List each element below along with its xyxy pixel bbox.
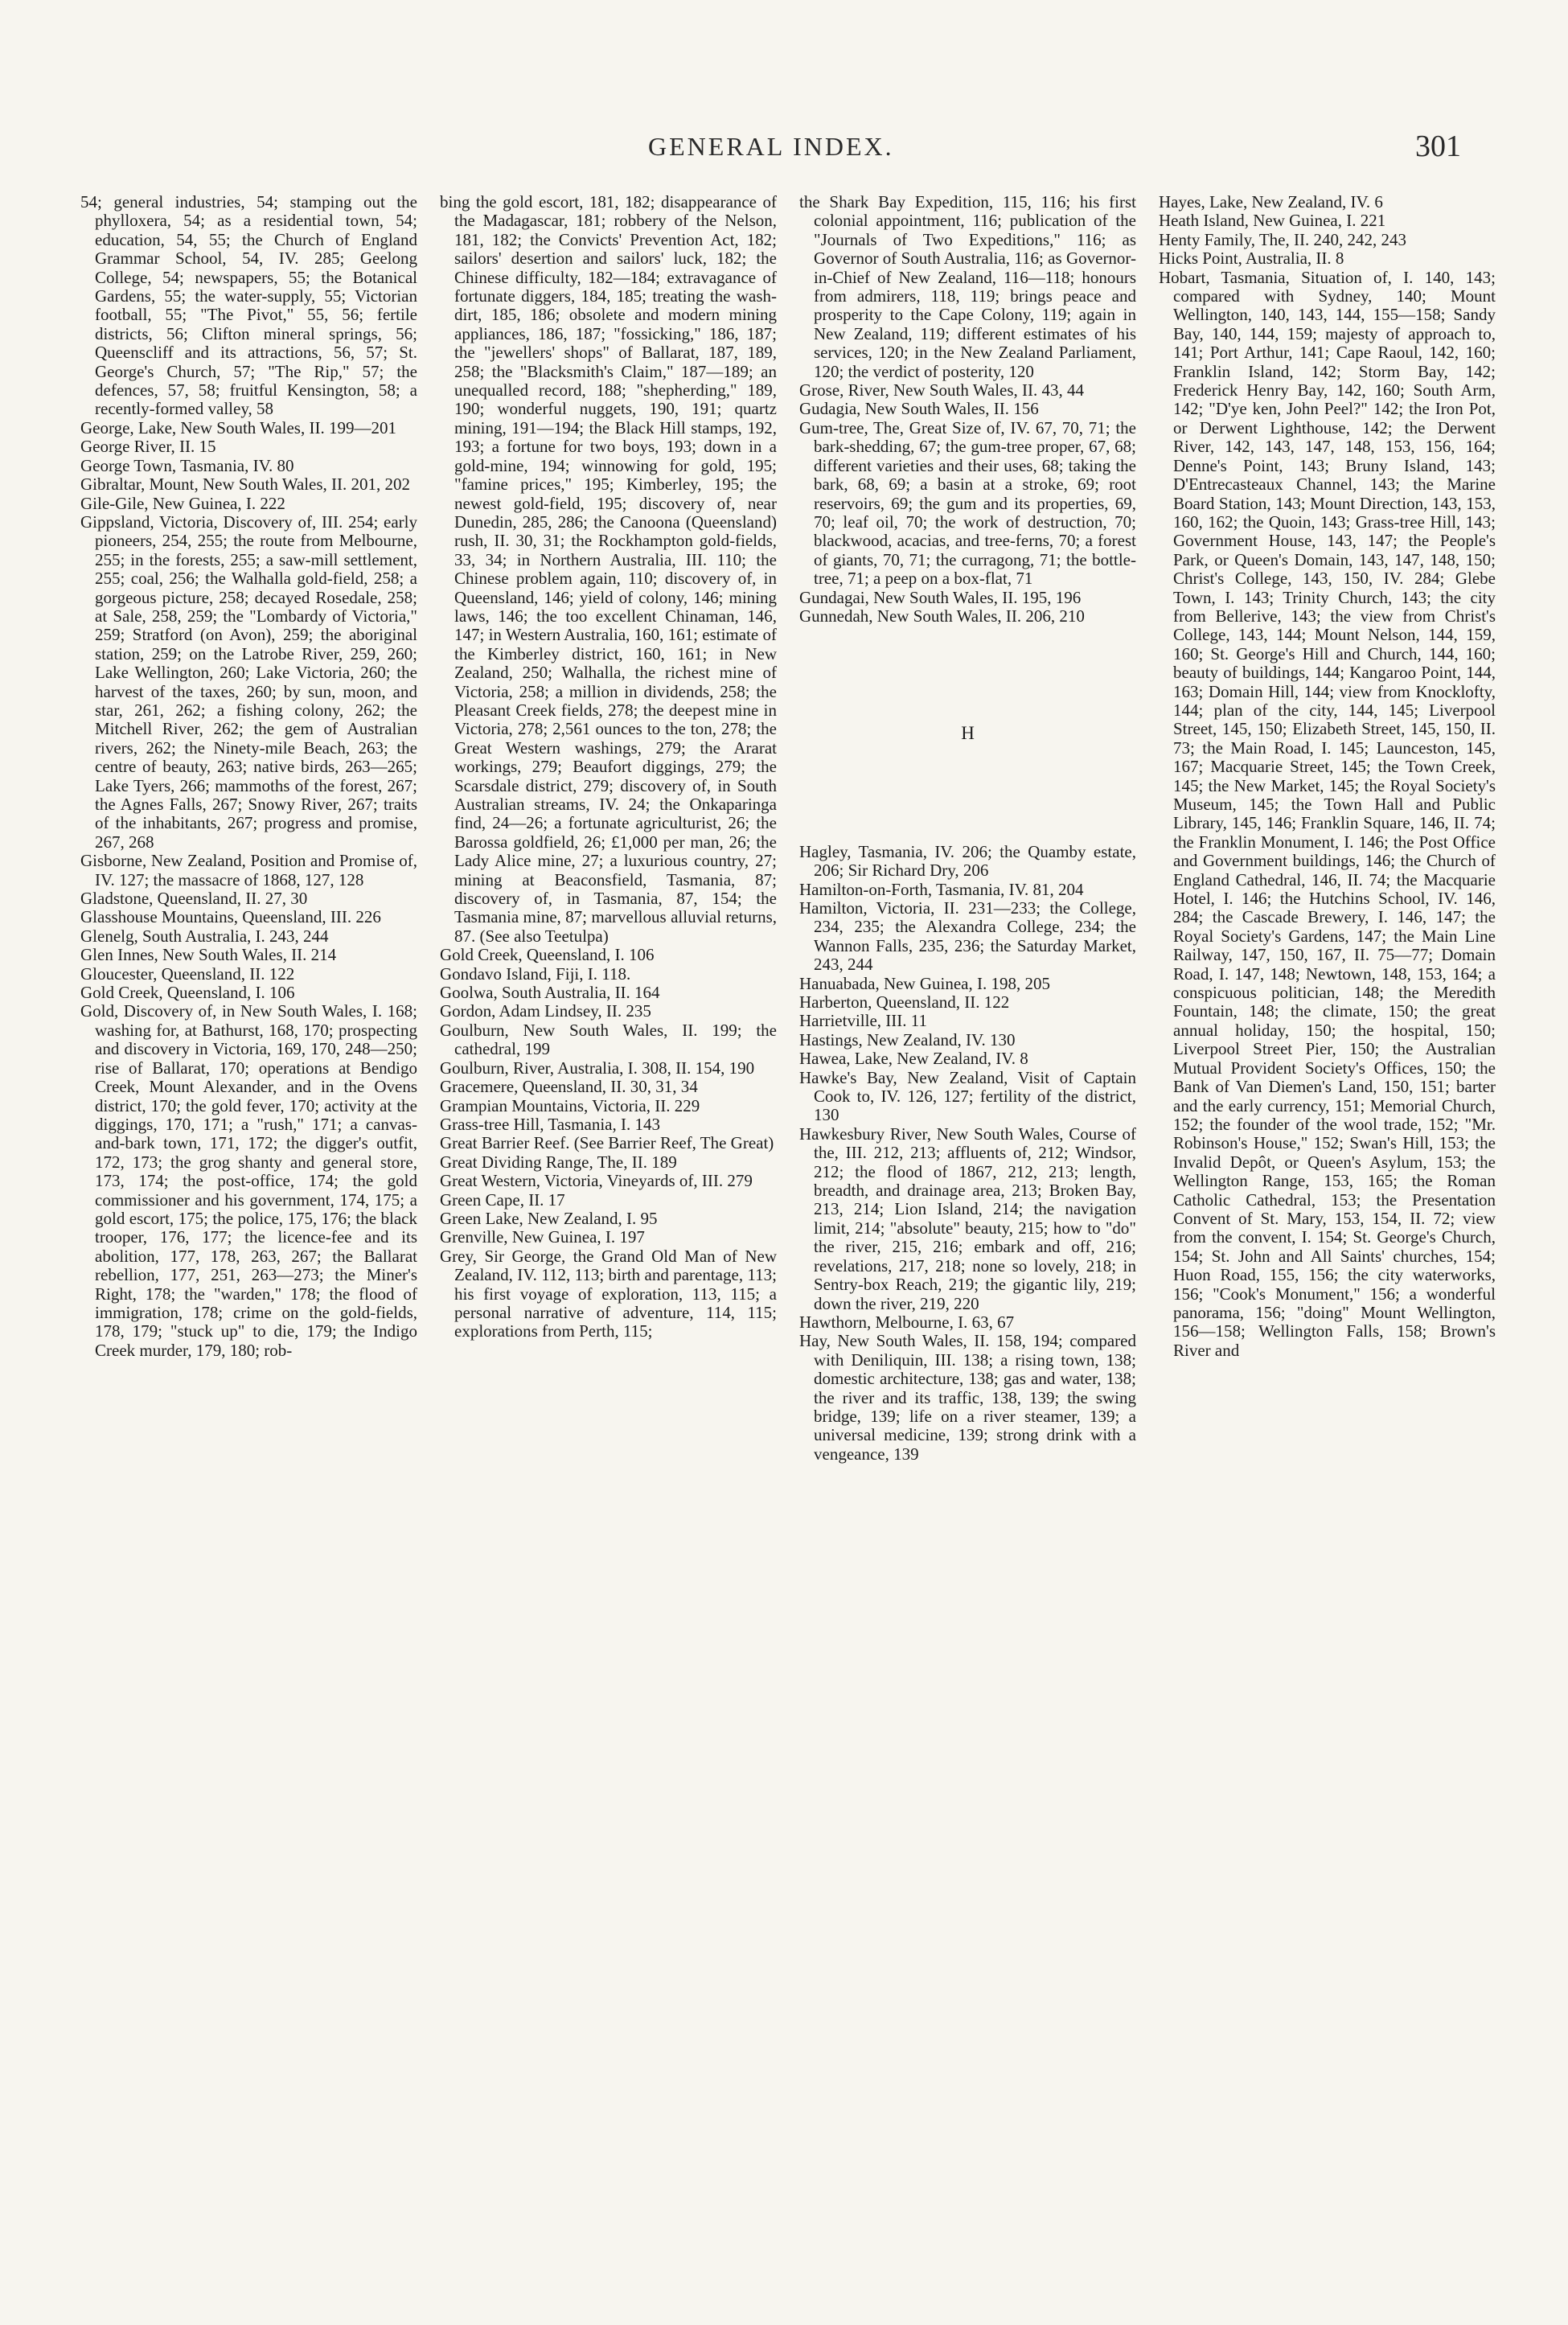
index-entry: bing the gold escort, 181, 182; disappearance of the Madagascar, 181; robbery of the Nelson, 181, 182; the Convicts' Prevention Act, 182; sailors' desertion and sailors' luck, 182; the Chinese difficulty, 182—184; extravagance of fortunate diggers, 184, 185; treating the wash-dirt, 185, 186; obsolete and modern mining appliances, 186, 187; "fossicking," 186, 187; the "jewellers' shops" of Ballarat, 187, 189, 258; the "Blacksmith's Claim," 187—189; an unequalled record, 188; "shepherding," 189, 190; wonderful nuggets, 190, 191; quartz mining, 191—194; the Black Hill stamps, 192, 193; a fortune for two boys, 193; down in a gold-mine, 194; winnowing for gold, 195; "famine prices," 195; Kimberley, 195; the newest gold-field, 195; discovery of, near Dunedin, 285, 286; the Canoona (Queensland) rush, II. 30, 31; the Rockhampton gold-fields, 33, 34; in Northern Australia, III. 110; the Chinese problem again, 110; discovery of, in Queensland, 146; yield of colony, 146; mining laws, 146; the too excellent Chinaman, 146, 147; in Western Australia, 160, 161; estimate of the Kimberley district, 160, 161; in New Zealand, 250; Walhalla, the richest mine of Victoria, 258; a million in dividends, 258; the Pleasant Creek fields, 278; the deepest mine in Victoria, 278; 2,561 ounces to the ton, 278; the Great Western washings, 279; the Ararat workings, 279; Beaufort diggings, 279; the Scarsdale district, 279; discovery of, in South Australian streams, IV. 24; the Onkaparinga find, 24—26; a fortunate agriculturist, 26; the Barossa goldfield, 26; £1,000 per man, 26; the Lady Alice mine, 27; a luxurious country, 27; mining at Beaconsfield, Tasmania, 87; discovery of, in Tasmania, 87, 154; the Tasmania mine, 87; marvellous alluvial returns, 87. (See also Teetulpa) bbox=[440, 193, 777, 946]
index-entry: Great Dividing Range, The, II. 189 bbox=[440, 1152, 677, 1172]
index-entry: Grey, Sir George, the Grand Old Man of New Zealand, IV. 112, 113; birth and parentage, 113; his first voyage of exploration, 113, 115; a personal narrative of adventure, 114, 115; explorations from Perth, 115; bbox=[440, 1246, 777, 1341]
index-entry: Gondavo Island, Fiji, I. 118. bbox=[440, 963, 631, 984]
index-entry: Hawke's Bay, New Zealand, Visit of Captain Cook to, IV. 126, 127; fertility of the district, 130 bbox=[799, 1067, 1136, 1125]
running-head bbox=[0, 129, 1568, 169]
index-column-2 bbox=[440, 193, 777, 2252]
index-entry: Heath Island, New Guinea, I. 221 bbox=[1159, 211, 1386, 231]
index-column-4 bbox=[1159, 193, 1496, 2252]
index-entry: Hastings, New Zealand, IV. 130 bbox=[799, 1029, 1016, 1050]
index-entry: Green Cape, II. 17 bbox=[440, 1189, 565, 1210]
index-entry: Glenelg, South Australia, I. 243, 244 bbox=[80, 926, 329, 946]
index-entry: Gisborne, New Zealand, Position and Promise of, IV. 127; the massacre of 1868, 127, 128 bbox=[80, 851, 417, 889]
index-entry: Hawthorn, Melbourne, I. 63, 67 bbox=[799, 1312, 1015, 1332]
index-entry: Gloucester, Queensland, II. 122 bbox=[80, 963, 295, 984]
index-entry: 54; general industries, 54; stamping out the phylloxera, 54; as a residential town, 54; education, 54, 55; the Church of England Grammar School, 54, IV. 285; Geelong College, 54; newspapers, 55; the Botanical Gardens, 55; the water-supply, 55; Victorian football, 55; "The Pivot," 55, 56; fertile districts, 56; Clifton mineral springs, 56; Queenscliff and its attractions, 56, 57; St. George's Church, 57; "The Rip," 57; the defences, 57, 58; fruitful Kensington, 58; a recently-formed valley, 58 bbox=[80, 193, 417, 419]
index-entry: Gile-Gile, New Guinea, I. 222 bbox=[80, 493, 285, 513]
index-entry: Gold Creek, Queensland, I. 106 bbox=[80, 983, 295, 1003]
index-columns bbox=[80, 193, 1496, 2252]
index-entry: George, Lake, New South Wales, II. 199—201 bbox=[80, 417, 396, 437]
index-entry: Hamilton, Victoria, II. 231—233; the College, 234, 235; the Alexandra College, 234; the Wannon Falls, 235, 236; the Saturday Market, 243, 244 bbox=[799, 898, 1136, 975]
index-entry: Gunnedah, New South Wales, II. 206, 210 bbox=[799, 606, 1085, 626]
index-entry: Hay, New South Wales, II. 158, 194; compared with Deniliquin, III. 138; a rising town, 138; domestic architecture, 138; gas and water, 138; the river and its traffic, 138, 139; the swing bridge, 139; life on a river steamer, 139; a universal medicine, 139; strong drink with a vengeance, 139 bbox=[799, 1331, 1136, 1464]
index-entry: Hagley, Tasmania, IV. 206; the Quamby estate, 206; Sir Richard Dry, 206 bbox=[799, 841, 1136, 881]
index-entry: Hayes, Lake, New Zealand, IV. 6 bbox=[1159, 193, 1383, 212]
index-entry: Goolwa, South Australia, II. 164 bbox=[440, 983, 660, 1003]
index-entry: Gold Creek, Queensland, I. 106 bbox=[440, 945, 655, 965]
index-entry: Grose, River, New South Wales, II. 43, 44 bbox=[799, 380, 1085, 401]
index-entry: Harrietville, III. 11 bbox=[799, 1011, 927, 1031]
index-entry: Grass-tree Hill, Tasmania, I. 143 bbox=[440, 1114, 660, 1134]
index-entry: Gibraltar, Mount, New South Wales, II. 201, 202 bbox=[80, 474, 411, 495]
index-entry: Gold, Discovery of, in New South Wales, I. 168; washing for, at Bathurst, 168, 170; prospecting and discovery in Victoria, 169, 170, 248—250; rise of Ballarat, 170; operations at Bendigo Creek, Mount Alexander, and in the Ovens district, 170; the gold fever, 170; activity at the diggings, 170, 171; a "rush," 171; a canvas-and-bark town, 171, 172; the digger's outfit, 172, 173; the grog shanty and general store, 173, 174; the post-office, 174; the gold commissioner and his government, 174, 175; a gold escort, 175; the police, 175, 176; the black trooper, 176, 177; the licence-fee and its abolition, 177, 178, 263, 267; the Ballarat rebellion, 177, 251, 263—273; the Miner's Right, 178; the "warden," 178; the flood of immigration, 178; crime on the gold-fields, 178, 179; "stuck up" to die, 179; the Indigo Creek murder, 179, 180; rob- bbox=[80, 1001, 417, 1360]
index-entry: Hanuabada, New Guinea, I. 198, 205 bbox=[799, 973, 1050, 993]
index-entry: George River, II. 15 bbox=[80, 437, 216, 457]
index-column-1 bbox=[80, 193, 417, 2252]
page-title: GENERAL INDEX. bbox=[648, 132, 894, 161]
index-entry: Goulburn, New South Wales, II. 199; the cathedral, 199 bbox=[440, 1020, 777, 1059]
index-entry: Goulburn, River, Australia, I. 308, II. 154, 190 bbox=[440, 1058, 755, 1078]
index-entry: Gracemere, Queensland, II. 30, 31, 34 bbox=[440, 1077, 698, 1097]
index-entry: Hamilton-on-Forth, Tasmania, IV. 81, 204 bbox=[799, 879, 1084, 899]
index-entry: Gudagia, New South Wales, II. 156 bbox=[799, 399, 1039, 419]
index-entry: Hawea, Lake, New Zealand, IV. 8 bbox=[799, 1049, 1028, 1069]
index-entry: George Town, Tasmania, IV. 80 bbox=[80, 455, 294, 475]
index-entry: Great Barrier Reef. (See Barrier Reef, The Great) bbox=[440, 1133, 774, 1153]
index-entry: Great Western, Victoria, Vineyards of, III. 279 bbox=[440, 1171, 753, 1191]
index-entry: Harberton, Queensland, II. 122 bbox=[799, 992, 1010, 1012]
index-entry: Gundagai, New South Wales, II. 195, 196 bbox=[799, 587, 1082, 607]
index-entry: Hicks Point, Australia, II. 8 bbox=[1159, 249, 1344, 269]
index-entry: Grenville, New Guinea, I. 197 bbox=[440, 1227, 645, 1247]
index-entry: Green Lake, New Zealand, I. 95 bbox=[440, 1208, 658, 1228]
index-entry: Glasshouse Mountains, Queensland, III. 226 bbox=[80, 907, 381, 927]
index-entry: Hawkesbury River, New South Wales, Course of the, III. 212, 213; affluents of, 212; Windsor, 212; the flood of 1867, 212, 213; length, breadth, and drainage area, 213; Broken Bay, 213, 214; Lion Island, 214; the navigation limit, 214; "absolute" beauty, 215; how to "do" the river, 215, 216; embark and off, 216; revelations, 217, 218; none so lovely, 218; in Sentry-box Reach, 219; the gigantic lily, 219; down the river, 219, 220 bbox=[799, 1123, 1136, 1313]
index-entry: Gippsland, Victoria, Discovery of, III. 254; early pioneers, 254, 255; the route from Melbourne, 255; in the forests, 255; a saw-mill settlement, 255; coal, 256; the Walhalla gold-field, 258; a gorgeous picture, 258; decayed Rosedale, 258; at Sale, 258, 259; the "Lombardy of Victoria," 259; Stratford (on Avon), 259; the aboriginal station, 259; on the Latrobe River, 259, 260; Lake Wellington, 260; Lake Victoria, 260; the harvest of the taxes, 260; by sun, moon, and star, 261, 262; a fishing colony, 262; the Mitchell River, 262; the gem of Australian rivers, 262; the Ninety-mile Beach, 263; the centre of beauty, 263; native birds, 263—265; Lake Tyers, 266; mammoths of the forest, 267; the Agnes Falls, 267; Snowy River, 267; traits of the inhabitants, 267; progress and promise, 267, 268 bbox=[80, 511, 417, 852]
index-entry: Hobart, Tasmania, Situation of, I. 140, 143; compared with Sydney, 140; Mount Wellington, 140, 143, 144, 155—158; Sandy Bay, 140, 144, 159; majesty of approach to, 141; Port Arthur, 141; Cape Raoul, 142, 160; Franklin Island, 142; Storm Bay, 142; Frederick Henry Bay, 142, 160; South Arm, 142; "D'ye ken, John Peel?" 142; the Iron Pot, or Derwent Lighthouse, 142; the Derwent River, 142, 143, 147, 148, 153, 156, 164; Denne's Point, 143; Bruny Island, 143; D'Entrecasteaux Channel, 143; the Marine Board Station, 143; Mount Direction, 143, 153, 160, 162; the Quoin, 143; Grass-tree Hill, 143; Government House, 143, 147; the People's Park, or Queen's Domain, 143, 147, 148, 150; Christ's College, 143, 150, IV. 284; Glebe Town, I. 143; Trinity Church, 143; the city from Bellerive, 143; the view from Christ's College, 143, 144; Mount Nelson, 144, 159, 160; St. George's Hill and Church, 144, 160; beauty of buildings, 144; Kangaroo Point, 144, 163; Domain Hill, 144; view from Knocklofty, 144; plan of the city, 144, 145; Liverpool Street, 145, 150; Elizabeth Street, 145, 150, II. 73; the Main Road, I. 145; Launceston, 145, 167; Macquarie Street, 145; the Town Creek, 145; the New Market, 145; the Royal Society's Museum, 145; the Town Hall and Public Library, 145, 146; Franklin Square, 146, II. 74; the Franklin Monument, I. 146; the Post Office and Government buildings, 146; the Church of England Cathedral, 146, II. 74; the Macquarie Hotel, I. 146; the Hutchins School, IV. 146, 284; the Cascade Brewery, I. 146, 147; the Royal Society's Gardens, 147; the Main Line Railway, 147, 150, 167, II. 75—77; Domain Road, I. 147, 148; Newtown, 148, 153, 164; a conspicuous politician, 148; the Meredith Fountain, 148; the climate, 150; the great annual holiday, 150; the hospital, 150; Liverpool Street Pier, 150; the Australian Mutual Provident Society's Offices, 150; the Bank of Van Diemen's Land, 150, 151; barter and the early currency, 151; Memorial Church, 152; the founder of the wool trade, 152; "Mr. Robinson's House," 152; Swan's Hill, 153; the Invalid Depôt, or Queen's Asylum, 153; the Wellington Range, 153, 165; the Roman Catholic Cathedral, 153; the Presentation Convent of St. Mary, 153, 154, II. 72; view from the convent, I. 154; St. George's Church, 154; St. John and All Saints' churches, 154; Huon Road, 155, 156; the city waterworks, 156; "Cook's Monument," 156; a wonderful panorama, 156; "doing" Mount Wellington, 156—158; Wellington Falls, 158; Brown's River and bbox=[1159, 267, 1496, 1360]
index-entry: Henty Family, The, II. 240, 242, 243 bbox=[1159, 229, 1406, 249]
section-letter-heading: H bbox=[961, 723, 975, 744]
index-entry: the Shark Bay Expedition, 115, 116; his first colonial appointment, 116; publication of the "Journals of Two Expeditions," 116; as Governor of South Australia, 116; as Governor-in-Chief of New Zealand, 116—118; honours from admirers, 118, 119; brings peace and prosperity to the Cape Colony, 119; again in New Zealand, 119; different estimates of his services, 120; in the New Zealand Parliament, 120; the verdict of posterity, 120 bbox=[799, 193, 1136, 381]
index-entry: Gladstone, Queensland, II. 27, 30 bbox=[80, 889, 308, 909]
index-column-3 bbox=[799, 193, 1136, 2252]
index-entry: Gum-tree, The, Great Size of, IV. 67, 70, 71; the bark-shedding, 67; the gum-tree proper, 67, 68; different varieties and their uses, 68; taking the bark, 68, 69; a basin at a stroke, 69; root reservoirs, 69; the gum and its properties, 69, 70; leaf oil, 70; the work of destruction, 70; blackwood, acacias, and tree-ferns, 70; a forest of giants, 70, 71; the curragong, 71; the bottle-tree, 71; a peep on a box-flat, 71 bbox=[799, 417, 1136, 589]
index-entry: Grampian Mountains, Victoria, II. 229 bbox=[440, 1095, 700, 1115]
page-number: 301 bbox=[1415, 129, 1461, 163]
index-entry: Gordon, Adam Lindsey, II. 235 bbox=[440, 1001, 651, 1021]
index-entry: Glen Innes, New South Wales, II. 214 bbox=[80, 945, 337, 965]
